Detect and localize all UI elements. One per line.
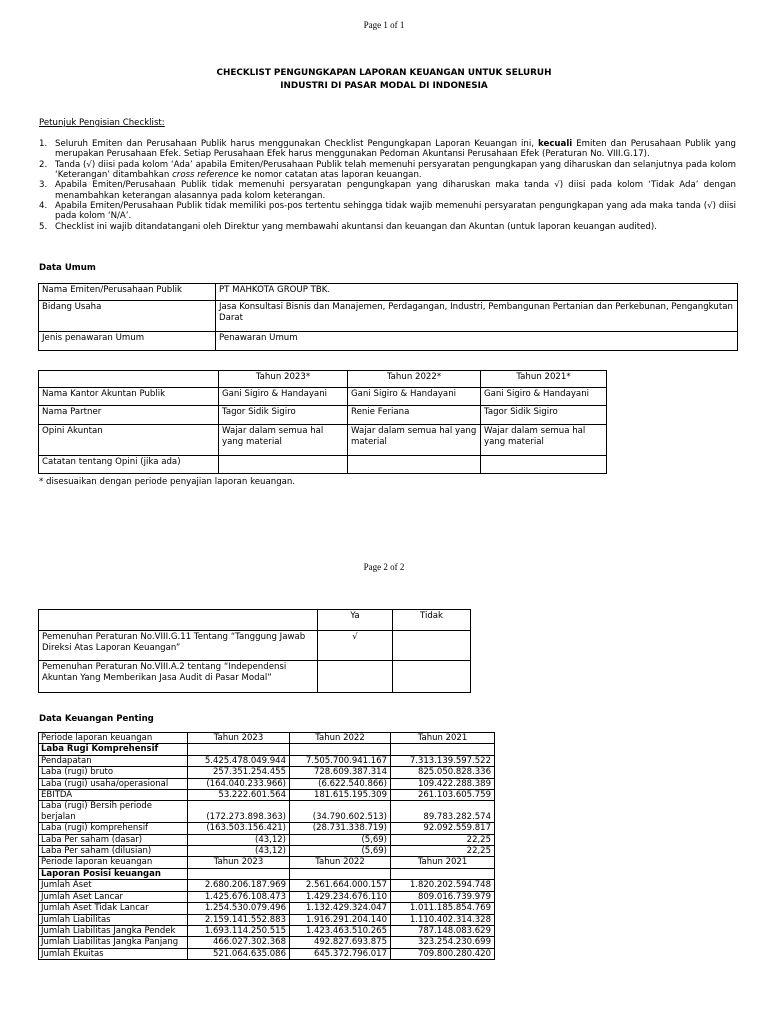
table-row bbox=[39, 631, 471, 661]
cell: Gani Sigiro & Handayani bbox=[481, 388, 607, 406]
period-label-cell: Periode laporan keuangan bbox=[39, 857, 188, 868]
instruction-text: Tanda (√) diisi pada kolom ‘Ada’ apabila Emiten/Perusahaan Publik telah memenuhi persyaratan pengungkapan yang diharuskan dan selanjutnya pada kolom ‘Keterangan’ ditambahkan bbox=[55, 159, 736, 180]
year-header-cell: Tahun 2023 bbox=[188, 857, 290, 868]
table-header-row bbox=[39, 610, 471, 631]
value-cell: 109.422.288.389 bbox=[391, 778, 495, 789]
table-row bbox=[39, 903, 495, 914]
cell: Pemenuhan Peraturan No.VIII.G.11 Tentang “Tanggung Jawab Direksi Atas Laporan Keuangan” bbox=[39, 631, 318, 661]
table-row bbox=[39, 846, 495, 857]
value-cell: 1.693.114.250.515 bbox=[188, 925, 290, 936]
table-row bbox=[39, 801, 495, 823]
cell bbox=[393, 631, 471, 661]
cell: Renie Feriana bbox=[348, 406, 481, 425]
row-value: Jasa Konsultasi Bisnis dan Manajemen, Perdagangan, Industri, Pembangunan Pertanian dan Perkebunan, Pengangkutan Darat bbox=[216, 301, 738, 332]
cell: Wajar dalam semua hal yang material bbox=[219, 425, 348, 456]
row-label: Jenis penawaran Umum bbox=[39, 332, 216, 351]
header-cell bbox=[39, 371, 219, 388]
row-label-cell: Jumlah Aset Tidak Lancar bbox=[39, 903, 188, 914]
table-row bbox=[39, 406, 607, 425]
table-row bbox=[39, 332, 738, 351]
instruction-item bbox=[39, 180, 736, 201]
value-cell: (6.622.540.866) bbox=[290, 778, 391, 789]
value-cell: (28.731.338.719) bbox=[290, 823, 391, 834]
year-header-cell: Tahun 2022 bbox=[290, 857, 391, 868]
value-cell: 92.092.559.817 bbox=[391, 823, 495, 834]
financial-table bbox=[38, 732, 495, 960]
compliance-table bbox=[38, 609, 471, 693]
table-row bbox=[39, 790, 495, 801]
value-cell: 22,25 bbox=[391, 846, 495, 857]
auditor-footnote: * disesuaikan dengan periode penyajian laporan keuangan. bbox=[39, 477, 296, 487]
year-header-cell: Tahun 2021 bbox=[391, 733, 495, 744]
period-header-row bbox=[39, 733, 495, 744]
value-cell: 825.050.828.336 bbox=[391, 767, 495, 778]
header-cell: Tahun 2023* bbox=[219, 371, 348, 388]
cell: Wajar dalam semua hal yang material bbox=[481, 425, 607, 456]
row-label: Nama Emiten/Perusahaan Publik bbox=[39, 284, 216, 301]
year-header-cell: Tahun 2023 bbox=[188, 733, 290, 744]
cell: Nama Kantor Akuntan Publik bbox=[39, 388, 219, 406]
instruction-number: 2. bbox=[39, 159, 48, 170]
header-cell: Ya bbox=[318, 610, 393, 631]
value-cell: (43,12) bbox=[188, 834, 290, 845]
header-cell: Tidak bbox=[393, 610, 471, 631]
document-title-line2: INDUSTRI DI PASAR MODAL DI INDONESIA bbox=[280, 81, 488, 91]
value-cell: 1.011.185.854.769 bbox=[391, 903, 495, 914]
year-header-cell: Tahun 2022 bbox=[290, 733, 391, 744]
table-row bbox=[39, 880, 495, 891]
instruction-text: Checklist ini wajib ditandatangani oleh Direktur yang membawahi akuntansi dan keuangan dan Akuntan (untuk laporan keuangan audited). bbox=[55, 221, 657, 232]
table-row bbox=[39, 778, 495, 789]
value-cell: 2.680.206.187.969 bbox=[188, 880, 290, 891]
table-row bbox=[39, 284, 738, 301]
instruction-italic: cross reference bbox=[172, 169, 239, 180]
value-cell: 492.827.693.875 bbox=[290, 937, 391, 948]
cell: Gani Sigiro & Handayani bbox=[219, 388, 348, 406]
value-cell: 1.429.234.676.110 bbox=[290, 891, 391, 902]
instructions-list bbox=[39, 139, 736, 232]
cell: Wajar dalam semua hal yang material bbox=[348, 425, 481, 456]
value-cell: 1.425.676.108.473 bbox=[188, 891, 290, 902]
row-label-cell: Jumlah Aset bbox=[39, 880, 188, 891]
table-row bbox=[39, 755, 495, 766]
row-label-cell: Laba (rugi) komprehensif bbox=[39, 823, 188, 834]
empty-cell bbox=[188, 744, 290, 755]
instruction-text: Apabila Emiten/Perusahaan Publik tidak memenuhi persyaratan pengungkapan yang diharuskan maka tanda √) diisi pada kolom ‘Tidak Ada’ dengan menambahkan keterangan alasannya pada kolom keterangan. bbox=[55, 180, 736, 201]
table-row bbox=[39, 425, 607, 456]
table-row bbox=[39, 914, 495, 925]
table-row bbox=[39, 891, 495, 902]
cell: Tagor Sidik Sigiro bbox=[481, 406, 607, 425]
empty-cell bbox=[391, 744, 495, 755]
section-row bbox=[39, 868, 495, 879]
value-cell: 809.016.739.979 bbox=[391, 891, 495, 902]
value-cell: (34.790.602.513) bbox=[290, 801, 391, 823]
value-cell: 645.372.796.017 bbox=[290, 948, 391, 959]
table-row bbox=[39, 767, 495, 778]
value-cell: 1.254.530.079.496 bbox=[188, 903, 290, 914]
value-cell: 261.103.605.759 bbox=[391, 790, 495, 801]
instruction-item bbox=[39, 139, 736, 160]
cell bbox=[318, 661, 393, 693]
value-cell: 1.132.429.324.047 bbox=[290, 903, 391, 914]
instruction-number: 5. bbox=[39, 221, 48, 232]
row-label-cell: Jumlah Liabilitas bbox=[39, 914, 188, 925]
row-label-cell: Laba Per saham (dilusian) bbox=[39, 846, 188, 857]
value-cell: 728.609.387.314 bbox=[290, 767, 391, 778]
row-label-cell: Laba Per saham (dasar) bbox=[39, 834, 188, 845]
cell bbox=[481, 456, 607, 474]
instruction-item bbox=[39, 201, 736, 222]
row-label-cell: Laba (rugi) bruto bbox=[39, 767, 188, 778]
row-label-cell: Jumlah Aset Lancar bbox=[39, 891, 188, 902]
header-cell: Tahun 2022* bbox=[348, 371, 481, 388]
value-cell: 1.110.402.314.328 bbox=[391, 914, 495, 925]
value-cell: 709.800.280.420 bbox=[391, 948, 495, 959]
row-label-cell: Laba (rugi) usaha/operasional bbox=[39, 778, 188, 789]
table-row bbox=[39, 456, 607, 474]
instructions-heading: Petunjuk Pengisian Checklist: bbox=[39, 118, 165, 128]
value-cell: 181.615.195.309 bbox=[290, 790, 391, 801]
data-umum-heading: Data Umum bbox=[39, 263, 96, 273]
cell: Gani Sigiro & Handayani bbox=[348, 388, 481, 406]
value-cell: 1.820.202.594.748 bbox=[391, 880, 495, 891]
value-cell: 2.159.141.552.883 bbox=[188, 914, 290, 925]
value-cell: 257.351.254.455 bbox=[188, 767, 290, 778]
row-value: Penawaran Umum bbox=[216, 332, 738, 351]
row-label: Bidang Usaha bbox=[39, 301, 216, 332]
instruction-number: 3. bbox=[39, 180, 48, 191]
financial-heading: Data Keuangan Penting bbox=[39, 714, 154, 724]
value-cell: (5,69) bbox=[290, 846, 391, 857]
period-header-row bbox=[39, 857, 495, 868]
cell: Catatan tentang Opini (jika ada) bbox=[39, 456, 219, 474]
value-cell: 466.027.302.368 bbox=[188, 937, 290, 948]
value-cell: (163.503.156.421) bbox=[188, 823, 290, 834]
empty-cell bbox=[290, 868, 391, 879]
row-label-cell: Jumlah Ekuitas bbox=[39, 948, 188, 959]
instruction-number: 1. bbox=[39, 139, 48, 149]
table-row bbox=[39, 834, 495, 845]
table-row bbox=[39, 661, 471, 693]
row-label-cell: Laba (rugi) Bersih periode berjalan bbox=[39, 801, 188, 823]
row-value: PT MAHKOTA GROUP TBK. bbox=[216, 284, 738, 301]
value-cell: (43,12) bbox=[188, 846, 290, 857]
row-label-cell: Pendapatan bbox=[39, 755, 188, 766]
value-cell: 2.561.664.000.157 bbox=[290, 880, 391, 891]
checkmark-cell: √ bbox=[318, 631, 393, 661]
value-cell: 7.505.700.941.167 bbox=[290, 755, 391, 766]
cell: Pemenuhan Peraturan No.VIII.A.2 tentang “Independensi Akuntan Yang Memberikan Jasa Audit di Pasar Modal” bbox=[39, 661, 318, 693]
section-title-cell: Laba Rugi Komprehensif bbox=[39, 744, 188, 755]
instruction-text: Emiten dan Perusahaan Publik yang merupakan Perusahaan Efek. Setiap Perusahaan Efek harus menggunakan Pedoman Akuntansi Perusahaan Efek (Peraturan No. VIII.G.17). bbox=[55, 139, 736, 160]
auditor-table bbox=[38, 370, 607, 474]
empty-cell bbox=[188, 868, 290, 879]
empty-cell bbox=[391, 868, 495, 879]
value-cell: (172.273.898.363) bbox=[188, 801, 290, 823]
cell bbox=[348, 456, 481, 474]
value-cell: 89.783.282.574 bbox=[391, 801, 495, 823]
data-umum-table bbox=[38, 283, 738, 351]
year-header-cell: Tahun 2021 bbox=[391, 857, 495, 868]
section-row bbox=[39, 744, 495, 755]
header-cell bbox=[39, 610, 318, 631]
instruction-item bbox=[39, 222, 736, 232]
table-header-row bbox=[39, 371, 607, 388]
value-cell: 1.916.291.204.140 bbox=[290, 914, 391, 925]
value-cell: 1.423.463.510.265 bbox=[290, 925, 391, 936]
value-cell: 5.425.478.049.944 bbox=[188, 755, 290, 766]
instruction-text: Apabila Emiten/Perusahaan Publik tidak memiliki pos-pos tertentu sehingga tidak wajib memenuhi persyaratan pengungkapan yang ada maka tanda (√) diisi pada kolom ‘N/A’. bbox=[55, 200, 736, 222]
value-cell: 521.064.635.086 bbox=[188, 948, 290, 959]
cell: Nama Partner bbox=[39, 406, 219, 425]
table-row bbox=[39, 388, 607, 406]
instruction-number: 4. bbox=[39, 200, 48, 211]
cell: Opini Akuntan bbox=[39, 425, 219, 456]
value-cell: (164.040.233.966) bbox=[188, 778, 290, 789]
value-cell: 53.222.601.564 bbox=[188, 790, 290, 801]
value-cell: 787.148.083.629 bbox=[391, 925, 495, 936]
section-title-cell: Laporan Posisi keuangan bbox=[39, 868, 188, 879]
table-row bbox=[39, 948, 495, 959]
period-label-cell: Periode laporan keuangan bbox=[39, 733, 188, 744]
empty-cell bbox=[290, 744, 391, 755]
cell: Tagor Sidik Sigiro bbox=[219, 406, 348, 425]
table-row bbox=[39, 937, 495, 948]
cell bbox=[393, 661, 471, 693]
document-title-line1: CHECKLIST PENGUNGKAPAN LAPORAN KEUANGAN UNTUK SELURUH bbox=[216, 68, 552, 78]
value-cell: 323.254.230.699 bbox=[391, 937, 495, 948]
row-label-cell: Jumlah Liabilitas Jangka Panjang bbox=[39, 937, 188, 948]
instruction-item bbox=[39, 160, 736, 181]
page-number-2: Page 2 of 2 bbox=[363, 562, 405, 572]
instruction-emphasis: kecuali bbox=[538, 139, 573, 149]
value-cell: 7.313.139.597.522 bbox=[391, 755, 495, 766]
table-row bbox=[39, 925, 495, 936]
cell bbox=[219, 456, 348, 474]
table-row bbox=[39, 823, 495, 834]
instruction-text: Seluruh Emiten dan Perusahaan Publik harus menggunakan Checklist Pengungkapan Laporan Keuangan ini, bbox=[55, 139, 538, 149]
table-row bbox=[39, 301, 738, 332]
page-number-1: Page 1 of 1 bbox=[363, 20, 405, 30]
row-label-cell: Jumlah Liabilitas Jangka Pendek bbox=[39, 925, 188, 936]
instruction-text: ke nomor catatan atas laporan keuangan. bbox=[238, 169, 422, 180]
row-label-cell: EBITDA bbox=[39, 790, 188, 801]
header-cell: Tahun 2021* bbox=[481, 371, 607, 388]
value-cell: (5,69) bbox=[290, 834, 391, 845]
value-cell: 22,25 bbox=[391, 834, 495, 845]
